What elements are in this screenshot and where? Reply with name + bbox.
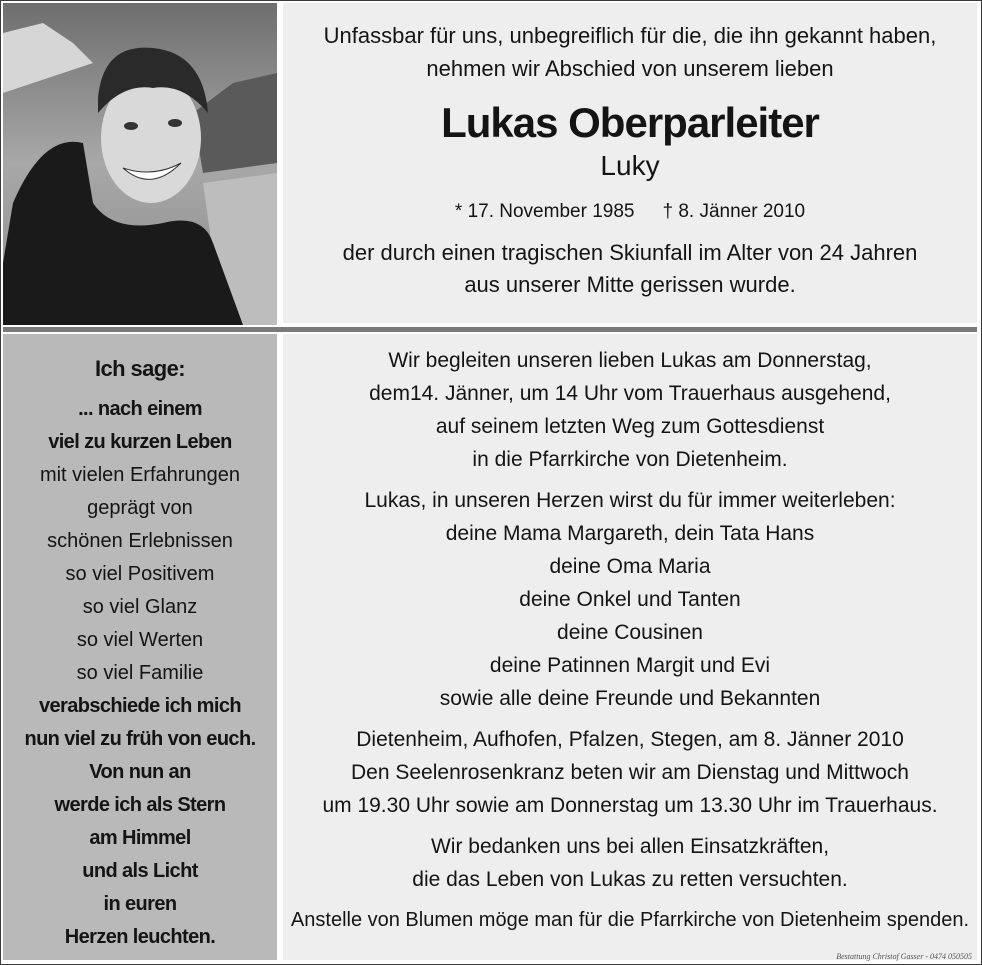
poem-line: am Himmel	[89, 827, 191, 849]
poem-line: Von nun an	[89, 761, 191, 783]
announcement-body	[283, 334, 977, 960]
rosary-line: um 19.30 Uhr sowie am Donnerstag um 13.30 Uhr im Trauerhaus.	[322, 794, 938, 817]
funeral-line: dem14. Jänner, um 14 Uhr vom Trauerhaus ausgehend,	[369, 382, 891, 405]
poem-line: in euren	[103, 893, 177, 915]
funeral-line: Wir begleiten unseren lieben Lukas am Donnerstag,	[388, 349, 872, 372]
horizontal-divider	[3, 327, 977, 332]
poem-line: Herzen leuchten.	[64, 926, 216, 948]
family-line: deine Patinnen Margit und Evi	[489, 654, 771, 677]
funeral-line: auf seinem letzten Weg zum Gottesdienst	[435, 415, 825, 438]
column-divider	[279, 3, 281, 960]
announcement-header	[283, 3, 977, 323]
poem-line: schönen Erlebnissen	[47, 530, 233, 552]
family-line: deine Cousinen	[557, 621, 703, 644]
poem-line: viel zu kurzen Leben	[48, 431, 232, 453]
family-line: deine Mama Margareth, dein Tata Hans	[445, 522, 815, 545]
family-line: Lukas, in unseren Herzen wirst du für immer weiterleben:	[364, 489, 896, 512]
poem-line: und als Licht	[82, 860, 198, 882]
poem-line: mit vielen Erfahrungen	[39, 464, 241, 486]
family-line: sowie alle deine Freunde und Bekannten	[439, 687, 821, 710]
poem-line: so viel Werten	[76, 629, 204, 651]
rosary-line: Den Seelenrosenkranz beten wir am Dienstag und Mittwoch	[351, 761, 909, 784]
death-date: † 8. Jänner 2010	[662, 201, 806, 222]
poem-line: ... nach einem	[78, 398, 202, 420]
poem-panel	[3, 334, 277, 960]
poem-line: so viel Familie	[76, 662, 204, 684]
deceased-name: Lukas Oberparleiter	[441, 99, 819, 146]
flowers-note: Anstelle von Blumen möge man für die Pfarrkirche von Dietenheim spenden.	[290, 909, 970, 931]
family-line: deine Onkel und Tanten	[519, 588, 741, 611]
poem-line: Ich sage:	[95, 356, 185, 381]
portrait-photo	[3, 3, 277, 325]
family-line: deine Oma Maria	[549, 555, 711, 578]
birth-date: * 17. November 1985	[454, 201, 635, 222]
poem-line: so viel Glanz	[82, 596, 198, 618]
life-dates	[283, 199, 977, 225]
funeral-home-imprint: Bestattung Christof Gasser - 0474 050505	[836, 952, 972, 961]
place-date: Dietenheim, Aufhofen, Pfalzen, Stegen, am 8. Jänner 2010	[356, 728, 904, 751]
funeral-line: in die Pfarrkirche von Dietenheim.	[472, 448, 788, 471]
cause-line-2: aus unserer Mitte gerissen wurde.	[464, 272, 796, 297]
cause-line-1: der durch einen tragischen Skiunfall im Alter von 24 Jahren	[342, 240, 918, 265]
intro-line-2: nehmen wir Abschied von unserem lieben	[426, 56, 834, 81]
poem-line: so viel Positivem	[65, 563, 215, 585]
poem-line: nun viel zu früh von euch.	[24, 728, 256, 750]
nickname: Luky	[600, 150, 660, 181]
thanks-line: Wir bedanken uns bei allen Einsatzkräften,	[430, 835, 830, 858]
poem-line: werde ich als Stern	[54, 794, 226, 816]
poem-line: verabschiede ich mich	[39, 695, 241, 717]
poem-line: geprägt von	[87, 497, 193, 519]
intro-line-1: Unfassbar für uns, unbegreiflich für die, die ihn gekannt haben,	[323, 23, 937, 48]
thanks-line: die das Leben von Lukas zu retten versuchten.	[412, 868, 848, 891]
